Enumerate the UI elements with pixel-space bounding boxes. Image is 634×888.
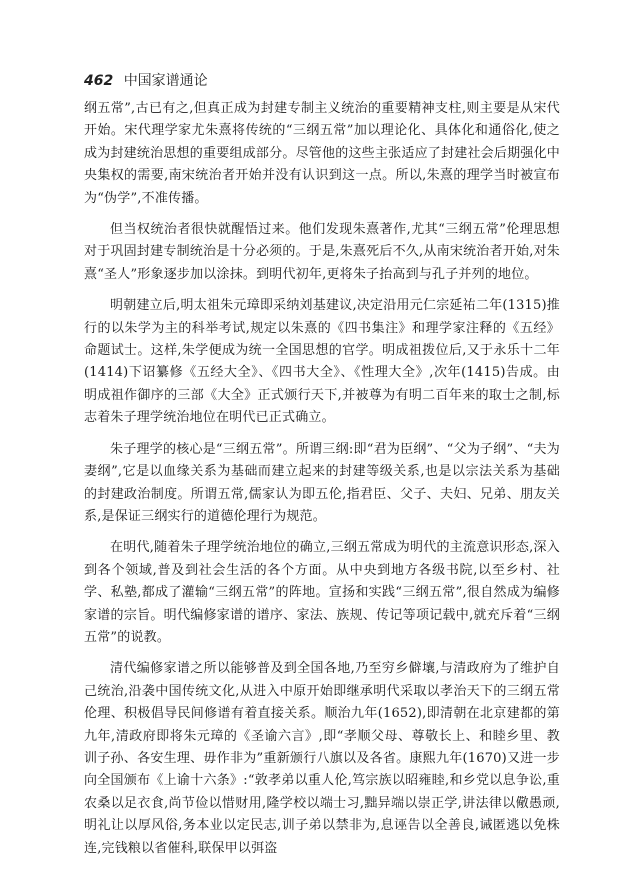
paragraph-continued: 纲五常”,古已有之,但真正成为封建专制主义统治的重要精神支柱,则主要是从宋代开始。宋代理学家尤朱熹将传统的“三纲五常”加以理论化、具体化和通俗化,使之成为封建统治思想的重要组成部分。尽管他的这些主张适应了封建社会后期强化中央集权的需要,南宋统治者开始并没有认识到这一点。所以,朱熹的理学当时被宣布为“伪学”,不准传播。 xyxy=(84,101,560,206)
paragraph: 清代编修家谱之所以能够普及到全国各地,乃至穷乡僻壤,与清政府为了维护自己统治,沿袭中国传统文化,从进入中原开始即继承明代采取以孝治天下的三纲五常伦理、积极倡导民间修谱有着直接关系。顺治九年(1652),即清朝在北京建都的第九年,清政府即将朱元璋的《圣谕六言》,即“孝顺父母、尊敬长上、和睦乡里、教训子孙、各安生理、毋作非为”重新颁行八旗以及各省。康熙九年(1670)又进一步向全国颁布《上谕十六条》:“敦孝弟以重人伦,笃宗族以昭雍睦,和乡党以息争讼,重农桑以足衣食,尚节俭以惜财用,隆学校以端士习,黜异端以崇正学,讲法律以儆愚顽,明礼让以厚风俗,务本业以定民志,训子弟以禁非为,息诬告以全善良,诫匿逃以免株连,完钱粮以省催科,联保甲以弭盗 xyxy=(84,661,560,856)
paragraph: 但当权统治者很快就醒悟过来。他们发现朱熹著作,尤其“三纲五常”伦理思想对于巩固封建专制统治是十分必须的。于是,朱熹死后不久,从南宋统治者开始,对朱熹“圣人”形象逐步加以涂抹。到明代初年,更将朱子抬高到与孔子并列的地位。 xyxy=(84,222,560,282)
book-title: 中国家谱通论 xyxy=(123,73,208,89)
body-text xyxy=(84,98,560,869)
page-number: 462 xyxy=(84,73,114,89)
running-header xyxy=(84,70,208,90)
paragraph: 朱子理学的核心是“三纲五常”。所谓三纲:即“君为臣纲”、“父为子纲”、“夫为妻纲”,它是以血缘关系为基础而建立起来的封建等级关系,也是以宗法关系为基础的封建政治制度。所谓五常,儒家认为即五伦,指君臣、父子、夫妇、兄弟、朋友关系,是保证三纲实行的道德伦理行为规范。 xyxy=(84,441,560,524)
paragraph: 在明代,随着朱子理学统治地位的确立,三纲五常成为明代的主流意识形态,深入到各个领域,普及到社会生活的各个方面。从中央到地方各级书院,以至乡村、社学、私塾,都成了灌输“三纲五常”的阵地。宣扬和实践“三纲五常”,很自然成为编修家谱的宗旨。明代编修家谱的谱序、家法、族规、传记等项记载中,就充斥着“三纲五常”的说教。 xyxy=(84,540,560,645)
paragraph: 明朝建立后,明太祖朱元璋即采纳刘基建议,决定沿用元仁宗延祐二年(1315)推行的以朱学为主的科举考试,规定以朱熹的《四书集注》和理学家注释的《五经》命题试士。这样,朱学便成为统一全国思想的官学。明成祖拨位后,又于永乐十二年(1414)下诏纂修《五经大全》、《四书大全》、《性理大全》,次年(1415)告成。由明成祖作御序的三部《大全》正式颁行天下,并被尊为有明二百年来的取士之制,标志着朱子理学统治地位在明代已正式确立。 xyxy=(84,298,560,426)
